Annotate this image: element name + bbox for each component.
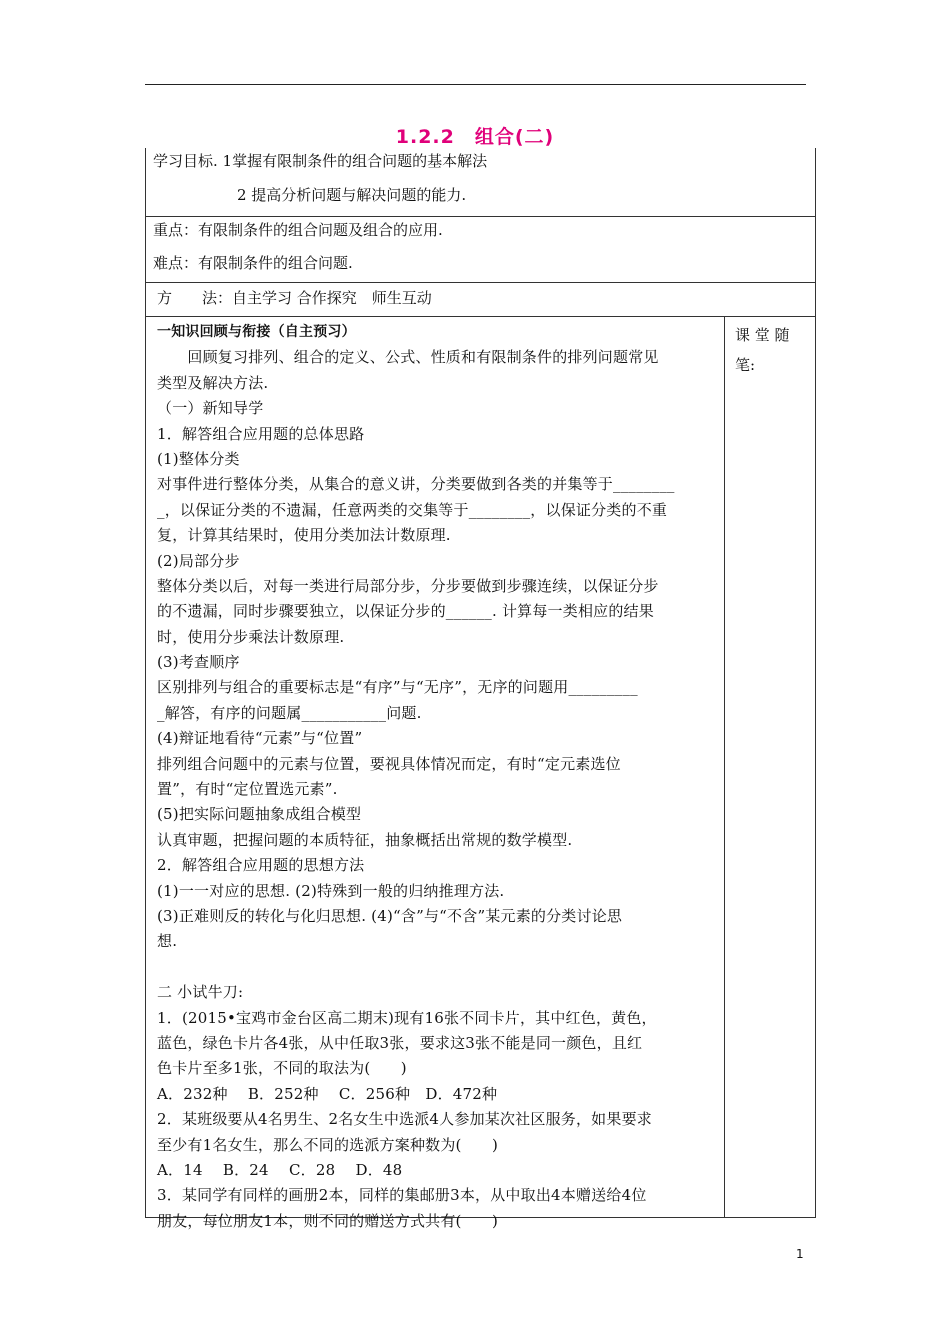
- question-line: 1．(2015•宝鸡市金台区高二期末)现有16张不同卡片，其中红色，黄色，: [157, 1008, 657, 1027]
- page-number: 1: [796, 1247, 804, 1261]
- text-line: 区别排列与组合的重要标志是“有序”与“无序”，无序的问题用_________: [157, 678, 638, 697]
- text-line: (3)正难则反的转化与化归思想. (4)“含”与“不含”某元素的分类讨论思: [157, 906, 623, 925]
- text-line: 认真审题，把握问题的本质特征，抽象概括出常规的数学模型.: [157, 830, 573, 849]
- row-divider-objectives: [145, 216, 816, 217]
- text-line: 对事件进行整体分类，从集合的意义讲，分类要做到各类的并集等于________: [157, 475, 675, 494]
- text-line: 置”，有时“定位置选元素”.: [157, 780, 338, 799]
- table-left-border: [145, 148, 146, 1218]
- difficulty-point: 难点：有限制条件的组合问题.: [153, 254, 353, 272]
- text-line: _，以保证分类的不遗漏，任意两类的交集等于________，以保证分类的不重: [157, 500, 668, 519]
- text-line: 排列组合问题中的元素与位置，要视具体情况而定，有时“定元素选位: [157, 754, 621, 773]
- row-divider-method: [145, 316, 816, 317]
- text-line: 复，计算其结果时，使用分类加法计数原理.: [157, 526, 451, 545]
- question-line: 蓝色，绿色卡片各4张，从中任取3张，要求这3张不能是同一颜色，且红: [157, 1033, 643, 1052]
- text-line: 想.: [157, 932, 178, 951]
- objective-line-2: 2 提高分析问题与解决问题的能力.: [237, 186, 467, 204]
- question-line: 3．某同学有同样的画册2本，同样的集邮册3本，从中取出4本赠送给4位: [157, 1186, 647, 1205]
- focus-point: 重点：有限制条件的组合问题及组合的应用.: [153, 221, 443, 239]
- text-line: 回顾复习排列、组合的定义、公式、性质和有限制条件的排列问题常见: [157, 348, 659, 367]
- method-line: 方 法：自主学习 合作探究 师生互动: [157, 289, 432, 307]
- page-title: 1.2.2 组合(二): [395, 126, 555, 148]
- question-line: 2．某班级要从4名男生、2名女生中选派4人参加某次社区服务，如果要求: [157, 1110, 652, 1129]
- answer-options: A．232种 B．252种 C．256种 D．472种: [157, 1084, 498, 1103]
- question-line: 至少有1名女生，那么不同的选派方案种数为( ): [157, 1135, 499, 1154]
- side-note: [735, 320, 790, 380]
- main-content: [157, 320, 727, 1234]
- blank-line: [157, 955, 727, 980]
- text-line: (4)辩证地看待“元素”与“位置”: [157, 729, 363, 748]
- section-heading-review: 一知识回顾与衔接（自主预习）: [157, 324, 356, 340]
- objective-line-1: 学习目标. 1掌握有限制条件的组合问题的基本解法: [153, 152, 488, 170]
- text-line: 时，使用分步乘法计数原理.: [157, 627, 345, 646]
- text-line: 类型及解决方法.: [157, 373, 269, 392]
- question-line: 朋友，每位朋友1本，则不同的赠送方式共有( ): [157, 1211, 499, 1230]
- side-note-line-2: 笔:: [735, 356, 756, 374]
- text-line: 2．解答组合应用题的思想方法: [157, 856, 365, 875]
- text-line: （一）新知导学: [157, 399, 264, 418]
- text-line: 整体分类以后，对每一类进行局部分步，分步要做到步骤连续，以保证分步: [157, 576, 659, 595]
- question-line: 色卡片至多1张，不同的取法为( ): [157, 1059, 407, 1078]
- side-note-line-1: 课 堂 随: [735, 326, 790, 344]
- text-line: (2)局部分步: [157, 551, 240, 570]
- text-line: (5)把实际问题抽象成组合模型: [157, 805, 362, 824]
- text-line: (3)考查顺序: [157, 653, 240, 672]
- answer-options: A．14 B．24 C．28 D．48: [157, 1160, 403, 1179]
- text-line: 1．解答组合应用题的总体思路: [157, 424, 365, 443]
- table-right-border: [815, 148, 816, 1218]
- text-line: (1)一一对应的思想. (2)特殊到一般的归纳推理方法.: [157, 881, 505, 900]
- text-line: _解答，有序的问题属___________问题.: [157, 703, 422, 722]
- section-heading-practice: 二 小试牛刀:: [157, 983, 244, 1002]
- row-divider-keypoints: [145, 282, 816, 283]
- text-line: 的不遗漏，同时步骤要独立，以保证分步的______. 计算每一类相应的结果: [157, 602, 654, 621]
- lesson-table: [145, 148, 816, 1230]
- text-line: (1)整体分类: [157, 449, 240, 468]
- header-rule: [145, 84, 806, 85]
